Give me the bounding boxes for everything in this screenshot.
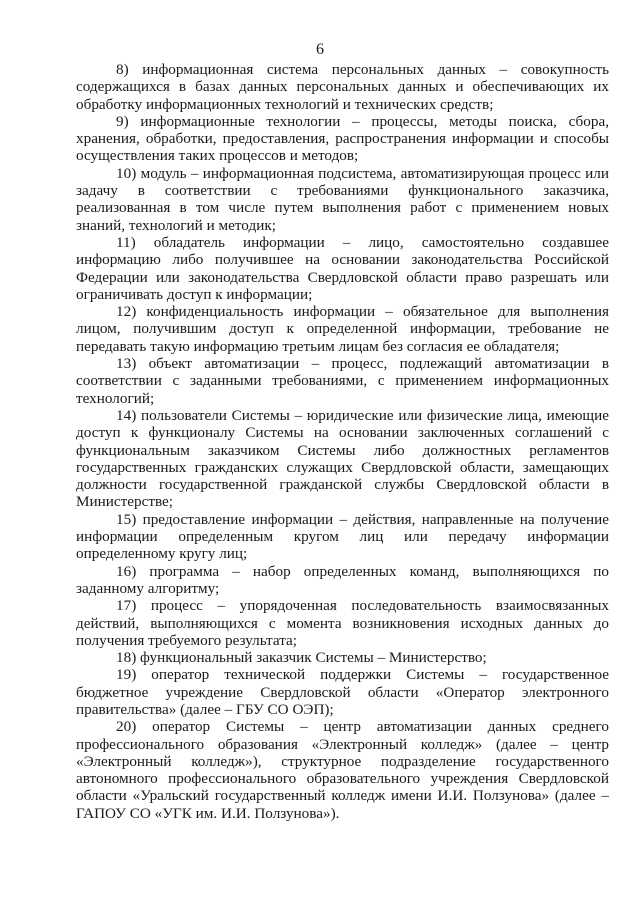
paragraph-item-9: 9) информационные технологии – процессы, методы поиска, сбора, хранения, обработки, предоставления, распространения информации и способы осуществления таких процессов и методов;: [76, 112, 609, 165]
paragraph-item-20: 20) оператор Системы – центр автоматизации данных среднего профессионального образования «Электронный колледж» (далее – центр «Электронный колледж»), структурное подразделение государственного автономного профессионального образовательного учреждения Свердловской области «Уральский государственный колледж имени И.И. Ползунова» (далее – ГАПОУ СО «УГК им. И.И. Ползунова»).: [76, 718, 609, 822]
paragraph-item-19: 19) оператор технической поддержки Системы – государственное бюджетное учреждение Свердловской области «Оператор электронного правительства» (далее – ГБУ СО ОЭП);: [76, 666, 609, 718]
paragraph-item-10: 10) модуль – информационная подсистема, автоматизирующая процесс или задачу в соответствии с требованиями функционального заказчика, реализованная в том числе путем выполнения работ с применением новых знаний, технологий и методик;: [76, 164, 609, 234]
page-number: 6: [316, 41, 324, 58]
paragraph-item-15: 15) предоставление информации – действия, направленные на получение информации определенным кругом лиц или передачу информации определенному кругу лиц;: [76, 510, 609, 563]
paragraph-item-16: 16) программа – набор определенных команд, выполняющихся по заданному алгоритму;: [76, 562, 609, 597]
paragraph-item-8: 8) информационная система персональных данных – совокупность содержащихся в базах данных персональных данных и обеспечивающих их обработку информационных технологий и технических средств;: [76, 61, 609, 113]
paragraph-item-17: 17) процесс – упорядоченная последовательность взаимосвязанных действий, выполняющихся с момента возникновения исходных данных до получения требуемого результата;: [76, 597, 609, 649]
document-body: [76, 61, 609, 822]
paragraph-item-12: 12) конфиденциальность информации – обязательное для выполнения лицом, получившим доступ к определенной информации, требование не передавать такую информацию третьим лицам без согласия ее обладателя;: [76, 303, 609, 355]
paragraph-item-14: 14) пользователи Системы – юридические или физические лица, имеющие доступ к функционалу Системы на основании заключенных соглашений с функциональным заказчиком Системы либо должностных регламентов государственных гражданских служащих Свердловской области, замещающих должности государственной гражданской службы Свердловской области в Министерстве;: [76, 406, 609, 511]
paragraph-item-13: 13) объект автоматизации – процесс, подлежащий автоматизации в соответствии с заданными требованиями, с применением информационных технологий;: [76, 355, 609, 407]
paragraph-item-18: 18) функциональный заказчик Системы – Министерство;: [116, 649, 487, 667]
paragraph-item-11: 11) обладатель информации – лицо, самостоятельно создавшее информацию либо получившее на основании законодательства Российской Федерации или законодательства Свердловской области право разрешать или ограничивать доступ к информации;: [76, 233, 609, 303]
